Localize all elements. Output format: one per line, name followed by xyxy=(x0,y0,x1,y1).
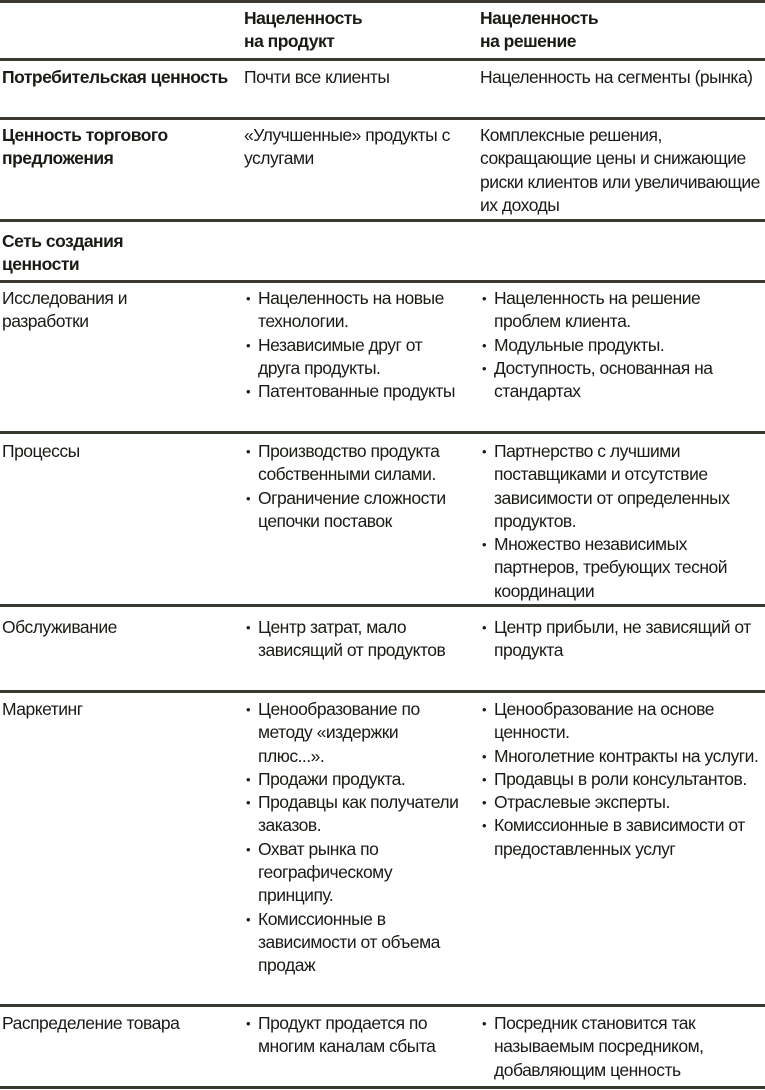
header-line: на решение xyxy=(480,31,576,52)
row-label: Маркетинг xyxy=(2,699,83,719)
list-item: • Ограничение сложности цепочки поставок xyxy=(244,487,464,534)
list-item: • Партнерство с лучшими поставщиками и отсутствие зависимости от определенных продуктов. xyxy=(480,440,765,533)
row-rule xyxy=(0,690,765,693)
product-cell: Почти все клиенты xyxy=(244,67,390,87)
list-item: • Центр прибыли, не зависящий от продукта xyxy=(480,616,765,663)
list-item: • Независимые друг от друга продукты. xyxy=(244,334,464,381)
product-list xyxy=(244,616,464,663)
header-solution-focus xyxy=(480,7,765,54)
row-rule xyxy=(0,1004,765,1007)
solution-list xyxy=(480,616,765,663)
list-item: • Продавцы в роли консультантов. xyxy=(480,768,765,791)
row-label: Исследования и разработки xyxy=(2,288,127,332)
header-line: Нацеленность xyxy=(244,8,363,28)
list-item: • Продукт продается по многим каналам сбыта xyxy=(244,1012,464,1059)
list-item: • Многолетние контракты на услуги. xyxy=(480,745,765,768)
list-item: • Нацеленность на решение проблем клиента. xyxy=(480,287,765,334)
list-item: • Охват рынка по географическому принципу. xyxy=(244,838,464,908)
product-list xyxy=(244,287,464,403)
header-line: на продукт xyxy=(244,31,335,52)
list-item: • Ценообразование на основе ценности. xyxy=(480,698,765,745)
row-label: Распределение товара xyxy=(2,1013,180,1033)
solution-cell: Нацеленность на сегменты (рынка) xyxy=(480,67,753,87)
row-rule xyxy=(0,431,765,434)
solution-list xyxy=(480,698,765,861)
list-item: • Посредник становится так называемым посредником, добавляющим ценность xyxy=(480,1012,765,1082)
solution-cell: Комплексные решения, сокращающие цены и снижающие риски клиентов или увеличивающие их доходы xyxy=(480,125,760,215)
list-item: • Ценообразование по методу «издержки плюс...». xyxy=(244,698,464,768)
row-rule xyxy=(0,280,765,283)
list-item: • Патентованные продукты xyxy=(244,380,464,403)
solution-list xyxy=(480,1012,765,1082)
list-item: • Доступность, основанная на стандартах xyxy=(480,357,765,404)
list-item: • Продажи продукта. xyxy=(244,768,464,791)
list-item: • Продавцы как получатели заказов. xyxy=(244,791,464,838)
row-label: Потребительская ценность xyxy=(2,67,228,87)
row-label: Обслуживание xyxy=(2,617,117,637)
table-top-rule xyxy=(0,0,765,3)
row-rule xyxy=(0,117,765,120)
list-item: • Множество независимых партнеров, требующих тесной координации xyxy=(480,533,765,603)
product-list xyxy=(244,1012,464,1059)
header-product-focus xyxy=(244,7,464,54)
table-bottom-rule xyxy=(0,1086,765,1089)
solution-list xyxy=(480,440,765,603)
list-item: • Производство продукта собственными силами. xyxy=(244,440,464,487)
list-item: • Комиссионные в зависимости от объема продаж xyxy=(244,908,464,978)
list-item: • Нацеленность на новые технологии. xyxy=(244,287,464,334)
row-rule xyxy=(0,604,765,607)
list-item: • Модульные продукты. xyxy=(480,334,765,357)
row-label: Ценность торгового предложения xyxy=(2,125,168,169)
row-label: Сеть создания ценности xyxy=(2,231,124,275)
solution-list xyxy=(480,287,765,403)
product-cell: «Улучшенные» продукты с услугами xyxy=(244,125,450,169)
product-list xyxy=(244,698,464,978)
list-item: • Отраслевые эксперты. xyxy=(480,791,765,814)
list-item: • Центр затрат, мало зависящий от продуктов xyxy=(244,616,464,663)
header-rule xyxy=(0,58,765,61)
row-label: Процессы xyxy=(2,441,80,461)
header-line: Нацеленность xyxy=(480,8,599,28)
row-rule xyxy=(0,219,765,222)
list-item: • Комиссионные в зависимости от предоставленных услуг xyxy=(480,814,765,861)
product-list xyxy=(244,440,464,533)
